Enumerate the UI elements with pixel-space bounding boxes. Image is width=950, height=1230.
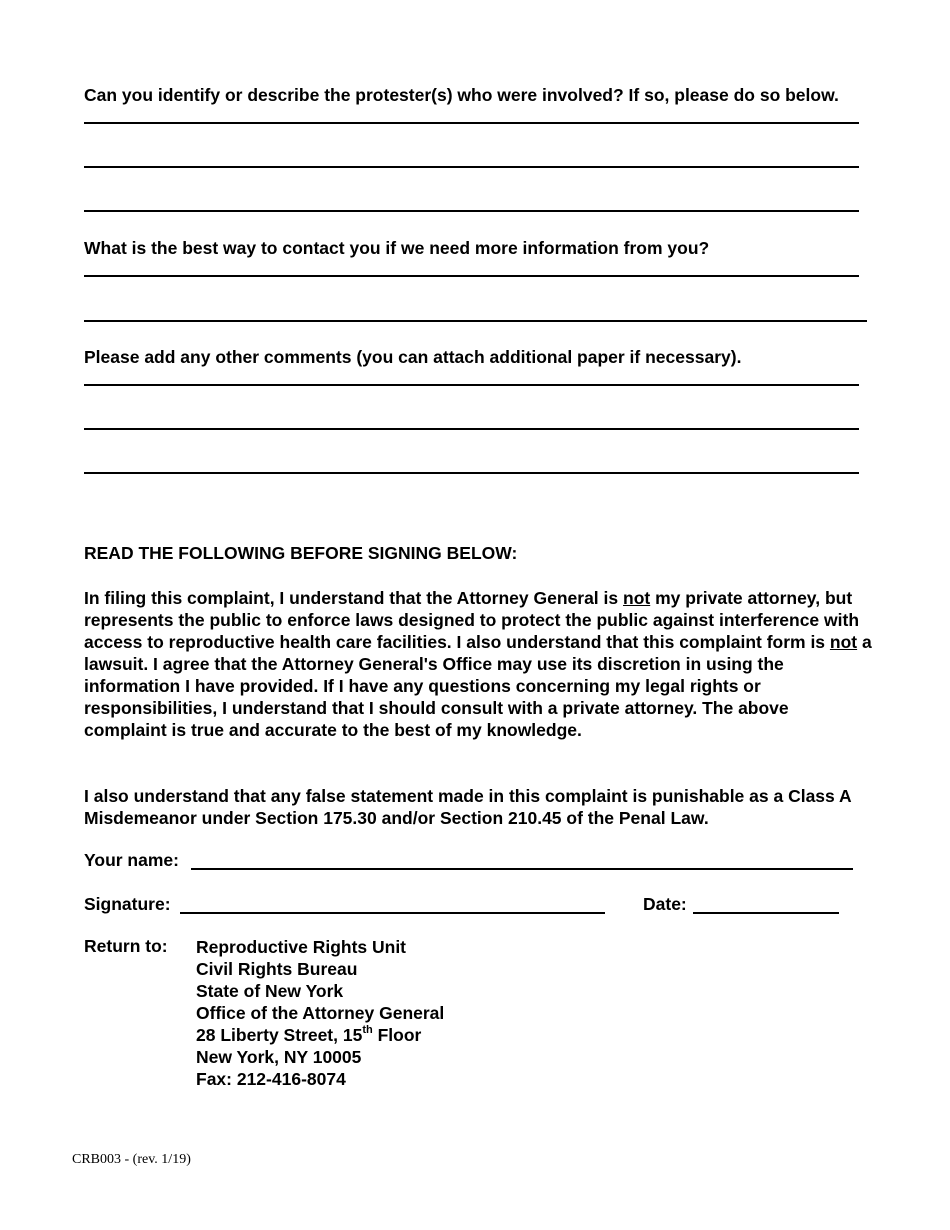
answer-line[interactable]	[84, 166, 859, 168]
signature-label: Signature:	[84, 894, 171, 914]
notice-heading: READ THE FOLLOWING BEFORE SIGNING BELOW:	[84, 543, 518, 563]
question-other-comments: Please add any other comments (you can attach additional paper if necessary).	[84, 347, 742, 367]
answer-line[interactable]	[84, 122, 859, 124]
answer-line[interactable]	[84, 472, 859, 474]
address-line: New York, NY 10005	[196, 1047, 362, 1067]
address-line: Reproductive Rights Unit	[196, 937, 407, 957]
ordinal-suffix: th	[362, 1024, 373, 1037]
answer-line[interactable]	[84, 428, 859, 430]
answer-line[interactable]	[84, 320, 867, 322]
floor-text: Floor	[372, 1025, 422, 1045]
your-name-label: Your name:	[84, 850, 179, 870]
answer-line[interactable]	[84, 384, 859, 386]
signature-field[interactable]	[180, 912, 605, 914]
form-code-footer: CRB003 - (rev. 1/19)	[72, 1152, 191, 1167]
notice-text: In filing this complaint, I understand that the Attorney General is	[84, 588, 623, 608]
question-identify-protesters: Can you identify or describe the protester(s) who were involved? If so, please do so below.	[84, 85, 839, 105]
date-field[interactable]	[693, 912, 839, 914]
return-to-label: Return to:	[84, 936, 168, 956]
fax-line: Fax: 212-416-8074	[196, 1069, 346, 1089]
address-line: State of New York	[196, 981, 344, 1001]
address-line: Civil Rights Bureau	[196, 959, 358, 979]
answer-line[interactable]	[84, 275, 859, 277]
notice-emphasis: not	[623, 588, 651, 608]
your-name-field[interactable]	[191, 868, 853, 870]
date-label: Date:	[643, 894, 687, 914]
address-line: Office of the Attorney General	[196, 1003, 445, 1023]
address-line-street	[196, 1024, 444, 1046]
false-statement-notice: I also understand that any false statement made in this complaint is punishable as a Class A Misdemeanor under Section 175.30 and/or Section 210.45 of the Penal Law.	[84, 786, 851, 828]
notice-text: a lawsuit. I agree that the Attorney General's Office may use its discretion in using the information I have provided. If I have any questions concerning my legal rights or responsibilities, I understand that I should consult with a private attorney. The above complaint is true and accurate to the best of my knowledge.	[84, 632, 872, 740]
return-address	[196, 936, 444, 1090]
notice-paragraph	[84, 587, 874, 741]
question-contact-method: What is the best way to contact you if we need more information from you?	[84, 238, 710, 258]
street-text: 28 Liberty Street, 15	[196, 1025, 363, 1045]
notice-text: my private attorney, but represents the public to enforce laws designed to protect the public against interference with access to reproductive health care facilities. I also understand that this complaint form is	[84, 588, 860, 652]
notice-emphasis: not	[829, 632, 858, 652]
answer-line[interactable]	[84, 210, 859, 212]
